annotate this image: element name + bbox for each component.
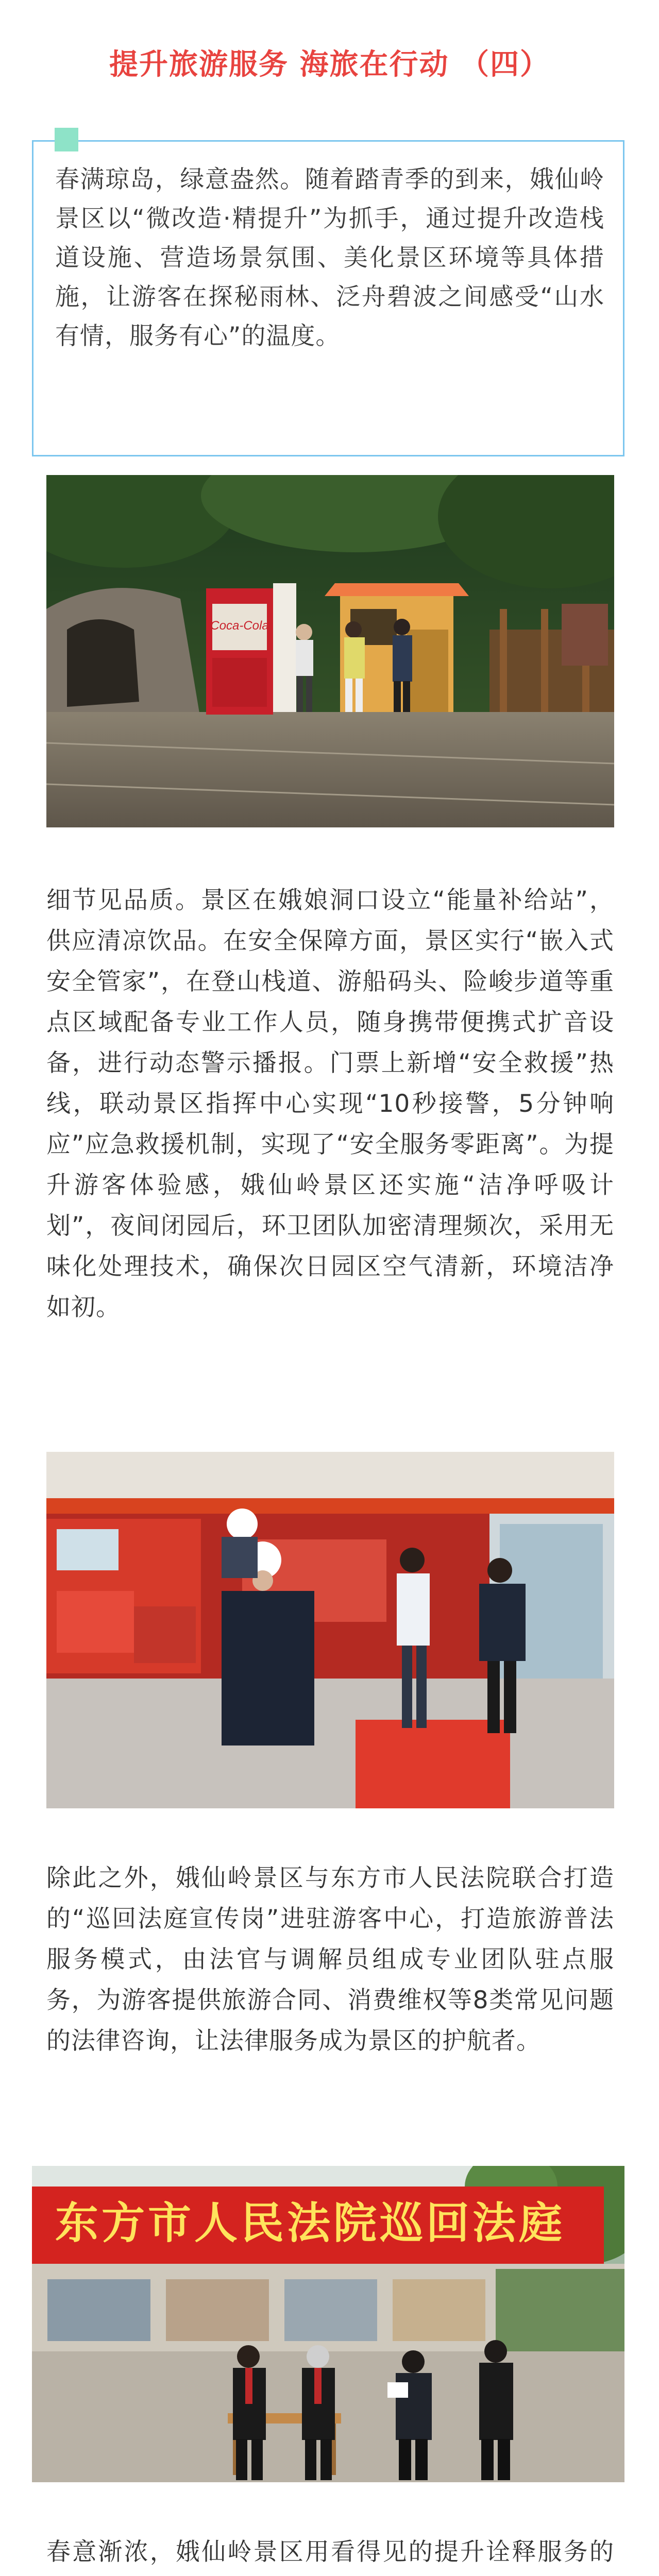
- intro-box: [32, 140, 624, 456]
- page-title: 提升旅游服务 海旅在行动 （四）: [109, 47, 550, 81]
- court-photo: [32, 2166, 624, 2482]
- intro-text: 春满琼岛，绿意盎然。随着踏青季的到来，娥仙岭景区以“微改造·精提升”为抓手，通过提升改造栈道设施、营造场景氛围、美化景区环境等具体措施，让游客在探秘雨林、泛舟碧波之间感受“山水有情，服务有心”的温度。: [55, 165, 604, 350]
- paragraph-legal: 除此之外，娥仙岭景区与东方市人民法院联合打造的“巡回法庭宣传岗”进驻游客中心，打造旅游普法服务模式，由法官与调解员组成专业团队驻点服务，为游客提供旅游合同、消费维权等8类常见问题的法律咨询，让法律服务成为景区的护航者。: [46, 1864, 614, 2055]
- court-photo-illustration: [32, 2166, 624, 2482]
- fridge-brand-text: Coca-Cola: [210, 619, 269, 633]
- paragraph-safety: 细节见品质。景区在娥娘洞口设立“能量补给站”，供应清凉饮品。在安全保障方面，景区实行“嵌入式安全管家”，在登山栈道、游船码头、险峻步道等重点区域配备专业工作人员，随身携带便携式扩音设备，进行动态警示播报。门票上新增“安全救援”热线，联动景区指挥中心实现“10秒接警，5分钟响应”应急救援机制，实现了“安全服务零距离”。为提升游客体验感，娥仙岭景区还实施“洁净呼吸计划”，夜间闭园后，环卫团队加密清理频次，采用无味化处理技术，确保次日园区空气清新，环境洁净如初。: [46, 886, 614, 1321]
- court-banner-text: 东方市人民法院巡回法庭: [55, 2198, 566, 2248]
- intro-accent-square: [55, 128, 78, 151]
- kiosk-photo: [46, 475, 614, 827]
- boat-photo: [46, 1452, 614, 1808]
- boat-photo-illustration: [46, 1452, 614, 1808]
- paragraph-closing: 春意渐浓，娥仙岭景区用看得见的提升诠释服务的: [46, 2538, 614, 2566]
- kiosk-photo-illustration: [46, 475, 614, 827]
